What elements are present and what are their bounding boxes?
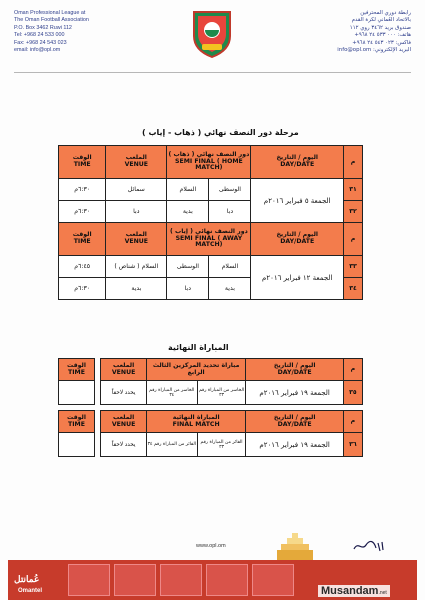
venue-header: الملعب VENUE (101, 411, 147, 433)
day-header: اليوم / التاريخ DAY/DATE (251, 223, 344, 256)
day-header: اليوم / التاريخ DAY/DATE (251, 146, 344, 179)
away-team-cell: دبا (167, 278, 209, 300)
time-cell: ٦:٣٠م (59, 278, 106, 300)
home-team-cell: الوسطى (209, 179, 251, 201)
match-header: دور النصف نهائي ( ذهاب ) SEMI FINAL ( HOME MATCH) (167, 146, 251, 179)
time-cell (59, 381, 95, 405)
semi-final-table (58, 145, 363, 300)
match-header: المباراة النهائية FINAL MATCH (146, 411, 246, 433)
header-line: Oman Professional League at (14, 10, 86, 16)
footer-url[interactable]: www.opl.om (196, 543, 226, 549)
header-line[interactable]: email: info@opl.om (14, 47, 61, 54)
semi-final-title: مرحلة دور النصف نهائي ( ذهاب - إياب ) (142, 128, 299, 137)
header-address-en (14, 10, 89, 54)
day-cell: الجمعة ١٩ فبراير ٢٠١٦م (246, 381, 343, 405)
time-header: الوقت TIME (59, 359, 95, 381)
header-line: فاكس: ٠٢٣ ٥٤٣ ٢٤ ٩٦٨+ (352, 39, 411, 46)
num-header: م (344, 146, 363, 179)
venue-cell: يحدد لاحقاً (101, 433, 147, 457)
venue-cell: دبا (106, 201, 167, 223)
header-line: Fax: +968 24 543 023 (14, 39, 67, 46)
sponsor-logo (160, 564, 202, 596)
table-row (59, 381, 363, 405)
venue-cell: يحدد لاحقاً (101, 381, 147, 405)
signature-icon (352, 539, 386, 553)
time-cell: ٦:٣٠م (59, 179, 106, 201)
header-line: هاتف: ٠٠٠ ٥٣٣ ٢٤ ٩٦٨+ (354, 32, 411, 39)
match-header: دور النصف نهائي ( إياب ) SEMI FINAL ( AWAY MATCH) (167, 223, 251, 256)
sponsor-omantel-ar: عُمانتل (14, 574, 40, 584)
header-line: بالاتحاد العُماني لكرة القدم (351, 17, 411, 24)
gold-stamp-icon (275, 532, 315, 562)
header-line: رابطة دوري المحترفين (360, 10, 411, 16)
header-address-ar (337, 10, 411, 54)
sponsor-logo (114, 564, 156, 596)
table-row (59, 256, 363, 278)
day-cell: الجمعة ١٢ فبراير ٢٠١٦م (251, 256, 344, 300)
venue-header: الملعب VENUE (101, 359, 147, 381)
header-line: Tel: +968 24 533 000 (14, 32, 65, 39)
table-header-row (59, 223, 363, 256)
header-line[interactable]: البريد الإلكتروني: info@opl.om (337, 47, 411, 54)
table-row (59, 179, 363, 201)
num-cell: ٣٤ (344, 278, 363, 300)
table-row (59, 433, 363, 457)
num-header: م (343, 411, 362, 433)
venue-cell: سمائل (106, 179, 167, 201)
table-header-row (59, 359, 363, 381)
venue-cell: بدية (106, 278, 167, 300)
away-team-cell: السلام (167, 179, 209, 201)
home-team-cell: دبا (209, 201, 251, 223)
num-cell: ٣٦ (343, 433, 362, 457)
sponsor-omantel-en: Omantel (18, 588, 43, 594)
away-team-cell: الوسطى (167, 256, 209, 278)
away-team-cell: الفائز من المباراة رقم ٣٤ (146, 433, 197, 457)
table-header-row (59, 146, 363, 179)
num-header: م (343, 359, 362, 381)
away-team-cell: الخاسر من المباراة رقم ٣٤ (146, 381, 197, 405)
home-team-cell: السلام (209, 256, 251, 278)
header-line: P.O. Box 3462 Ruwi 112 (14, 24, 72, 31)
sponsor-logo (68, 564, 110, 596)
venue-header: الملعب VENUE (106, 223, 167, 256)
sponsor-logo (252, 564, 294, 596)
venue-header: الملعب VENUE (106, 146, 167, 179)
time-cell: ٦:٤٥م (59, 256, 106, 278)
venue-cell: السلام ( شناص ) (106, 256, 167, 278)
home-team-cell: الخاسر من المباراة رقم ٣٣ (197, 381, 246, 405)
num-cell: ٣٢ (344, 201, 363, 223)
header-line: The Oman Football Association (14, 17, 89, 24)
num-cell: ٣٣ (344, 256, 363, 278)
time-header: الوقت TIME (59, 411, 95, 433)
home-team-cell: بدية (209, 278, 251, 300)
away-team-cell: بدية (167, 201, 209, 223)
header-line: صندوق بريد ٣٤٦٢ روي ١١٢ (349, 24, 411, 31)
time-header: الوقت TIME (59, 223, 106, 256)
day-cell: الجمعة ١٩ فبراير ٢٠١٦م (246, 433, 343, 457)
final-title: المباراة النهائية (168, 343, 229, 352)
header-divider (14, 72, 411, 73)
table-header-row (59, 411, 363, 433)
num-cell: ٣٥ (343, 381, 362, 405)
day-cell: الجمعة ٥ فبراير ٢٠١٦م (251, 179, 344, 223)
match-header: مباراة تحديد المركزين الثالث الرابع (146, 359, 246, 381)
num-header: م (344, 223, 363, 256)
time-cell (59, 433, 95, 457)
home-team-cell: الفائز من المباراة رقم ٣٣ (197, 433, 246, 457)
num-cell: ٣١ (344, 179, 363, 201)
day-header: اليوم / التاريخ DAY/DATE (246, 359, 343, 381)
musandam-watermark: Musandam.net (318, 585, 390, 597)
time-cell: ٦:٣٠م (59, 201, 106, 223)
opl-logo (190, 8, 234, 58)
day-header: اليوم / التاريخ DAY/DATE (246, 411, 343, 433)
time-header: الوقت TIME (59, 146, 106, 179)
sponsor-logo (206, 564, 248, 596)
final-table (58, 358, 363, 457)
